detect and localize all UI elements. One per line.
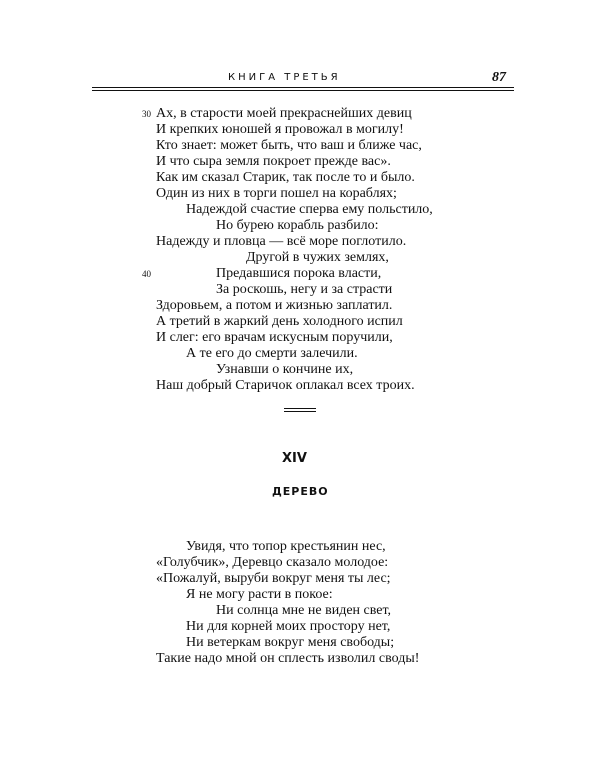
header-rule-thin <box>92 90 514 91</box>
fable-line: «Голубчик», Деревцо сказало молодое: <box>156 555 389 570</box>
poem-line: Как им сказал Старик, так после то и было. <box>156 170 415 185</box>
page-number: 87 <box>492 70 506 85</box>
poem-line: Один из них в торги пошел на кораблях; <box>156 186 397 201</box>
poem-line: Здоровьем, а потом и жизнью заплатил. <box>156 298 393 313</box>
poem-line: За роскошь, негу и за страсти <box>216 282 393 297</box>
poem-line: Кто знает: может быть, что ваш и ближе час, <box>156 138 422 153</box>
poem-line: И крепких юношей я провожал в могилу! <box>156 122 404 137</box>
line-number-30: 30 <box>142 109 151 119</box>
poem-line: Надеждой счастие сперва ему польстило, <box>186 202 433 217</box>
line-number-40: 40 <box>142 269 151 279</box>
fable-number: XIV <box>282 451 307 466</box>
poem-line: И что сыра земля покроет прежде вас». <box>156 154 391 169</box>
poem-line: Надежду и пловца — всё море поглотило. <box>156 234 407 249</box>
running-head: КНИГА ТРЕТЬЯ <box>228 72 341 83</box>
fable-line: Я не могу расти в покое: <box>186 587 333 602</box>
poem-line: Другой в чужих землях, <box>246 250 389 265</box>
poem-line: Предавшися порока власти, <box>216 266 382 281</box>
poem-line: Наш добрый Старичок оплакал всех троих. <box>156 378 415 393</box>
poem-line: Ах, в старости моей прекраснейших девиц <box>156 106 412 121</box>
header-rule-thick <box>92 87 514 88</box>
poem-line: А те его до смерти залечили. <box>186 346 358 361</box>
fable-line: Увидя, что топор крестьянин нес, <box>186 539 386 554</box>
fable-title: ДЕРЕВО <box>272 485 329 498</box>
fable-line: «Пожалуй, выруби вокруг меня ты лес; <box>156 571 391 586</box>
poem-line: А третий в жаркий день холодного испил <box>156 314 403 329</box>
fable-line: Ни ветеркам вокруг меня свободы; <box>186 635 395 650</box>
fable-line: Такие надо мной он сплесть изволил своды! <box>156 651 420 666</box>
fable-line: Ни для корней моих простору нет, <box>186 619 391 634</box>
poem-line: Узнавши о кончине их, <box>216 362 354 377</box>
fable-line: Ни солнца мне не виден свет, <box>216 603 392 618</box>
poem-line: Но бурею корабль разбило: <box>216 218 379 233</box>
section-separator-top <box>284 408 316 409</box>
section-separator-bottom <box>284 411 316 412</box>
poem-line: И слег: его врачам искусным поручили, <box>156 330 393 345</box>
